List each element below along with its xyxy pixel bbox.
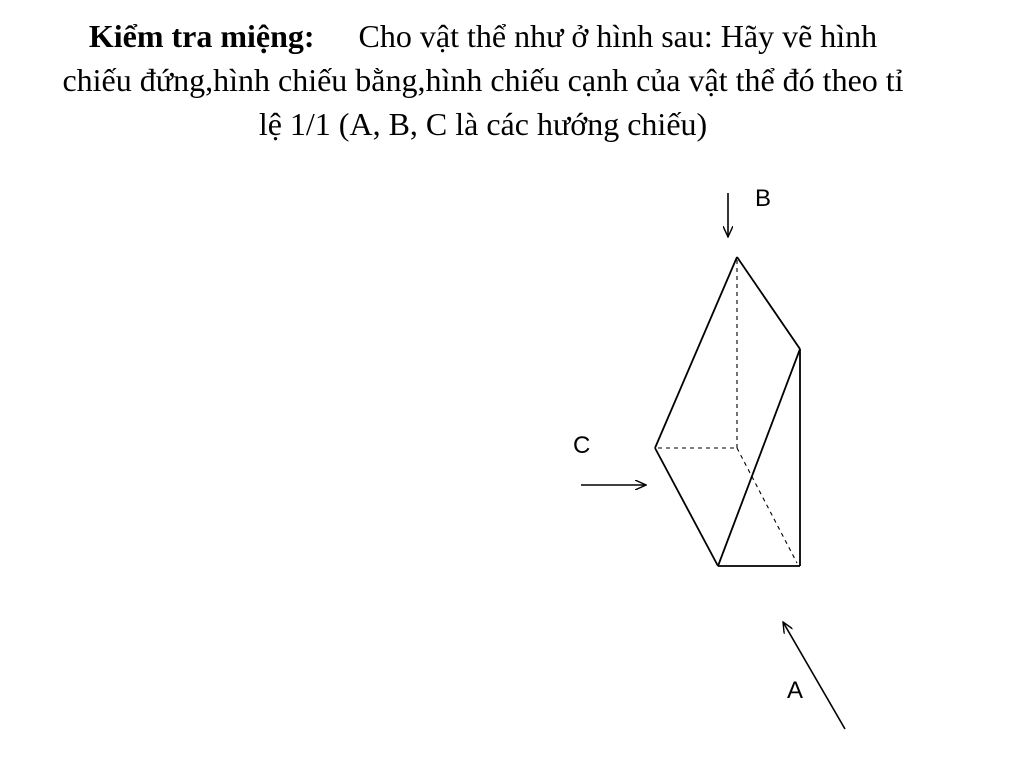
edge-diagonal-front	[718, 349, 800, 566]
question-line-3: lệ 1/1 (A, B, C là các hướng chiếu)	[258, 106, 708, 142]
edge-top-left	[655, 257, 737, 448]
arrow-a	[783, 622, 845, 729]
visible-edges	[655, 257, 800, 566]
label-c: C	[573, 432, 591, 459]
question-line-2: chiếu đứng,hình chiếu bằng,hình chiếu cạnh của vật thể đó theo tỉ	[62, 62, 904, 98]
edge-left-lower	[655, 448, 718, 566]
label-b: B	[755, 185, 772, 212]
question-label: Kiểm tra miệng:	[88, 18, 315, 54]
edge-top-right	[737, 257, 800, 349]
label-a: A	[787, 677, 804, 704]
hidden-edge-diagonal	[737, 448, 797, 563]
question-line-1-text: Cho vật thể như ở hình sau: Hãy vẽ hình	[358, 18, 878, 54]
